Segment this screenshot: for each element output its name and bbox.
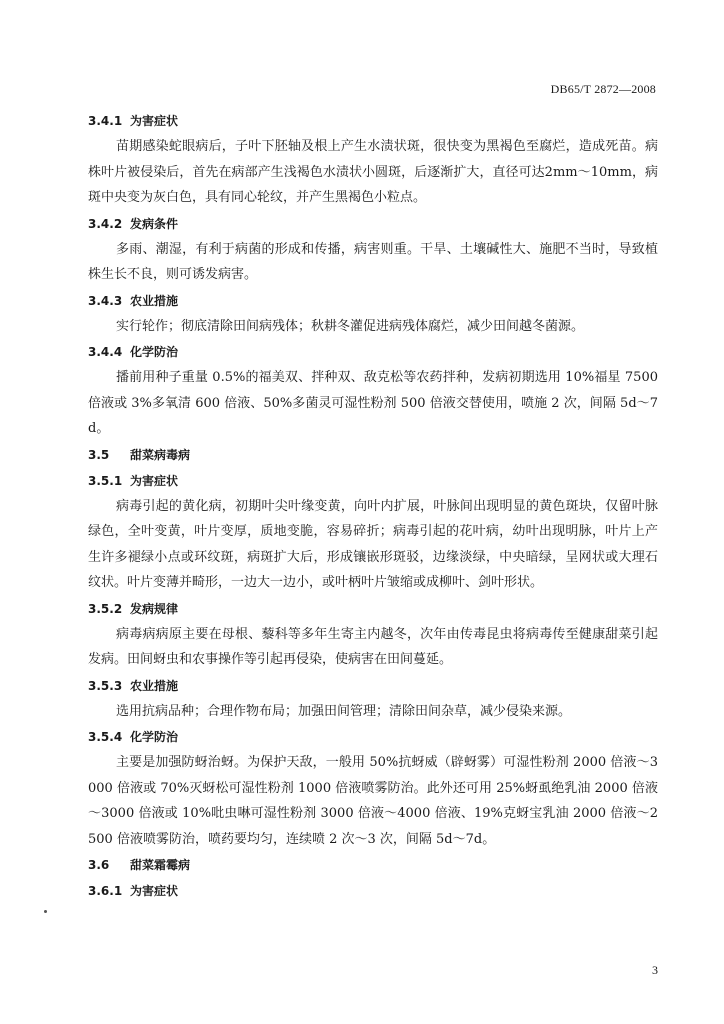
section-heading-3-6 (88, 856, 658, 874)
section-paragraph: 选用抗病品种；合理作物布局；加强田间管理；清除田间杂草，减少侵染来源。 (116, 703, 572, 719)
page-number: 3 (652, 963, 658, 977)
section-title: 发病条件 (130, 216, 179, 231)
section-title: 为害症状 (130, 114, 179, 128)
section-number: 3.5.4 (88, 730, 123, 744)
section-heading-3-5 (88, 446, 658, 464)
section-title: 农业措施 (130, 678, 179, 693)
section-heading-3-4-2 (88, 215, 658, 233)
document-body (88, 112, 658, 900)
section-title: 发病规律 (130, 601, 179, 616)
section-number: 3.6.1 (88, 884, 123, 898)
section-heading-3-4-4 (88, 343, 658, 361)
section-paragraph: 实行轮作；彻底清除田间病残体；秋耕冬灌促进病残体腐烂，减少田间越冬菌源。 (116, 318, 585, 334)
section-paragraph: 播前用种子重量 0.5%的福美双、拌种双、敌克松等农药拌种，发病初期选用 10%福星 7500 倍液或 3%多氧清 600 倍液、50%多菌灵可湿性粉剂 500 倍液交替使用，喷施 2 次，间隔 5d～7d。 (88, 370, 658, 436)
section-heading-3-5-2 (88, 600, 658, 618)
section-heading-3-5-3 (88, 677, 658, 695)
section-title: 甜菜霜霉病 (130, 858, 191, 872)
section-number: 3.5.3 (88, 678, 123, 693)
section-heading-3-4-1 (88, 112, 658, 130)
section-paragraph: 主要是加强防蚜治蚜。为保护天敌，一般用 50%抗蚜威（辟蚜雾）可湿性粉剂 2000 倍液～3000 倍液或 70%灭蚜松可湿性粉剂 1000 倍液喷雾防治。此外还可用 25%蚜虱绝乳油 2000 倍液～3000 倍液或 10%吡虫啉可湿性粉剂 3000 倍液～4000 倍液、19%克蚜宝乳油 2000 倍液～2500 倍液喷雾防治，喷药要均匀，连续喷 2 次～3 次，间隔 5d～7d。 (88, 755, 658, 847)
section-title: 为害症状 (130, 884, 179, 898)
section-heading-3-5-4 (88, 728, 658, 746)
section-paragraph: 多雨、潮湿，有利于病菌的形成和传播，病害则重。干旱、土壤碱性大、施肥不当时，导致植株生长不良，则可诱发病害。 (88, 241, 658, 282)
section-number: 3.4.2 (88, 216, 123, 231)
section-number: 3.5.1 (88, 473, 123, 488)
document-code: DB65/T 2872—2008 (550, 82, 656, 96)
section-heading-3-5-1 (88, 472, 658, 490)
section-title: 为害症状 (130, 473, 179, 488)
section-number: 3.4.4 (88, 345, 123, 359)
section-heading-3-4-3 (88, 292, 658, 310)
scan-speck (44, 910, 47, 913)
section-number: 3.4.1 (88, 114, 123, 128)
section-title: 化学防治 (130, 730, 179, 744)
section-title: 农业措施 (130, 293, 179, 308)
section-heading-3-6-1 (88, 882, 658, 900)
section-paragraph: 病毒病病原主要在母根、藜科等多年生寄主内越冬，次年由传毒昆虫将病毒传至健康甜菜引起发病。田间蚜虫和农事操作等引起再侵染，使病害在田间蔓延。 (88, 626, 658, 667)
section-number: 3.5.2 (88, 601, 123, 616)
section-paragraph: 苗期感染蛇眼病后，子叶下胚轴及根上产生水渍状斑，很快变为黑褐色至腐烂，造成死苗。病株叶片被侵染后，首先在病部产生浅褐色水渍状小圆斑，后逐渐扩大，直径可达2mm～10mm，病斑中央变为灰白色，具有同心轮纹，并产生黑褐色小粒点。 (88, 139, 658, 205)
section-paragraph: 病毒引起的黄化病，初期叶尖叶缘变黄，向叶内扩展，叶脉间出现明显的黄色斑块，仅留叶脉绿色，全叶变黄，叶片变厚，质地变脆，容易碎折；病毒引起的花叶病，幼叶出现明脉，叶片上产生许多褪绿小点或环纹斑，病斑扩大后，形成镶嵌形斑驳，边缘淡绿，中央暗绿，呈网状或大理石纹状。叶片变薄并畸形，一边大一边小，或叶柄叶片皱缩或成柳叶、剑叶形状。 (88, 498, 658, 590)
section-number: 3.4.3 (88, 293, 123, 308)
section-number: 3.6 (88, 858, 110, 872)
section-title: 甜菜病毒病 (130, 447, 191, 462)
section-number: 3.5 (88, 447, 110, 462)
section-title: 化学防治 (130, 345, 179, 359)
